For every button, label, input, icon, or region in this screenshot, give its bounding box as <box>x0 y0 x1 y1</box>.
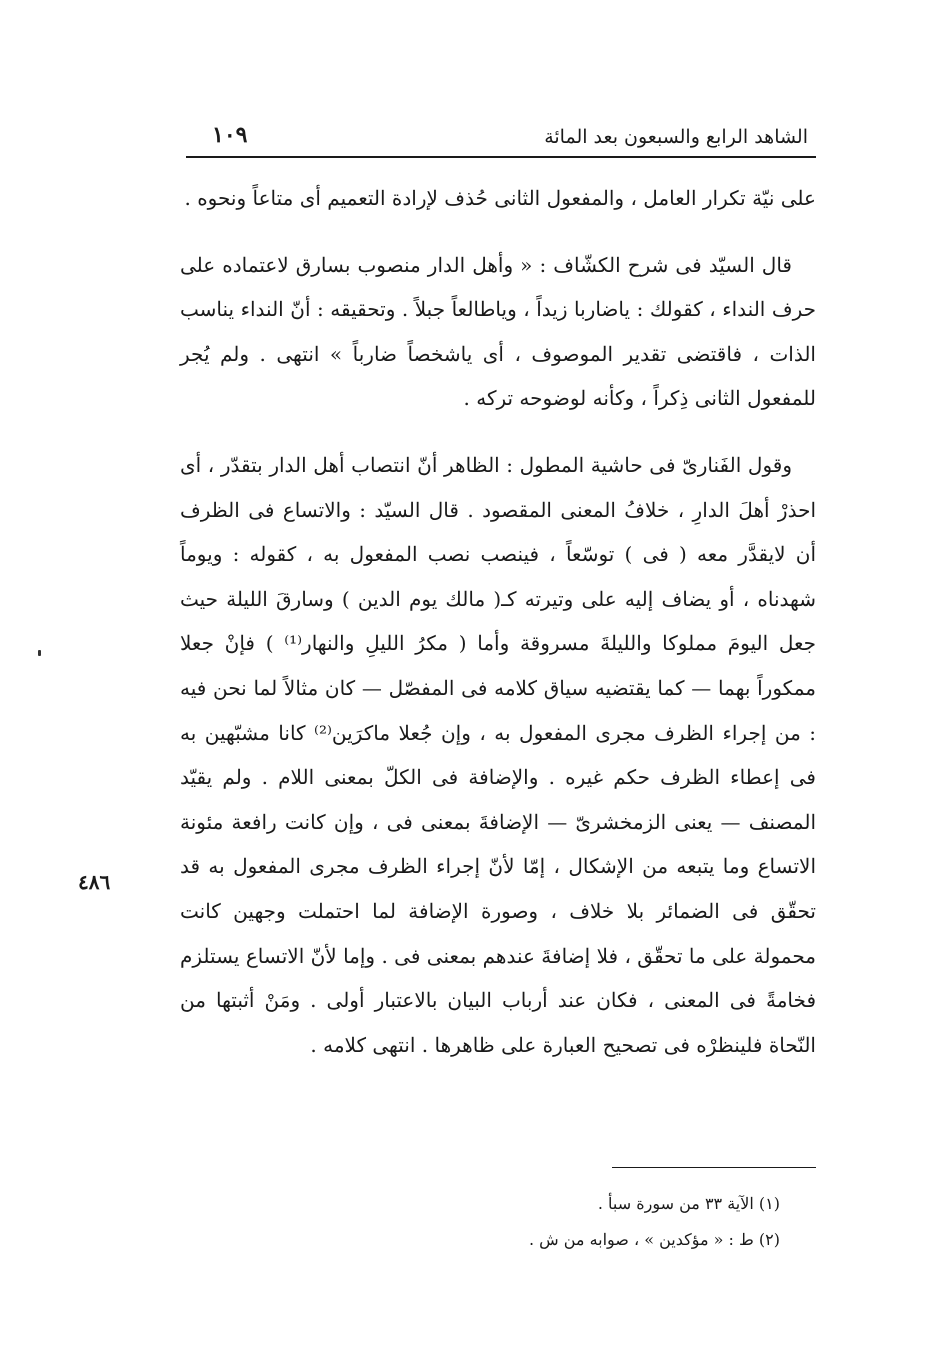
footnote-1: (١) الآية ٣٣ من سورة سبأ . <box>597 1194 780 1213</box>
page-header <box>186 118 816 158</box>
header-rule <box>186 156 816 158</box>
paragraph-3: وقول الفَنارىّ فى حاشية المطول : الظاهر أنّ انتصاب أهل الدار بتقدّر ، أى احذرْ أهلَ الدارِ ، خلافُ المعنى المقصود . قال السيّد : والاتساع فى الظرف أن لايقدَّر معه ( فى ) توسّعاً ، فينصب نصب المفعول به ، كقوله : ويوماً شهدناه ، أو يضاف إليه على وتيرته كـ( مالك يوم الدين ) وسارقَ الليلة حيث جعل اليومَ مملوكا والليلةَ مسروقة وأما ( مكرُ الليلِ والنهار⁽¹⁾ ) فإنْ جعلا ممكوراً بهما — كما يقتضيه سياق كلامه فى المفصّل — كان مثالاً لما نحن فيه : من إجراء الظرف مجرى المفعول به ، وإن جُعلا ماكرَين⁽²⁾ كانا مشبّهين به فى إعطاء الظرف حكم غيره . والإضافة فى الكلّ بمعنى اللام . ولم يقيّد المصنف — يعنى الزمخشرىّ — الإضافةَ بمعنى فى ، وإن كانت رافعة مئونة الاتساع وما يتبعه من الإشكال ، إمّا لأنّ إجراء الظرف مجرى المفعول به قد تحقّق فى الضمائر بلا خلاف ، وصورة الإضافة لما احتملت وجهين كانت محمولة على ما تحقّق ، فلا إضافةَ عندهم بمعنى فى . وإما لأنّ الاتساع يستلزم فخامةً فى المعنى ، فكان عند أرباب البيان بالاعتبار أولى . ومَنْ أثبتها من النّحاة فلينظرْه فى تصحيح العبارة على ظاهرها . انتهى كلامه . <box>180 452 816 1057</box>
paragraph-1: على نيّة تكرار العامل ، والمفعول الثانى حُذف لإرادة التعميم أى متاعاً ونحوه . <box>184 186 816 210</box>
footnote-2: (٢) ط : « مؤكدين » ، صوابه من ش . <box>528 1230 780 1249</box>
stray-mark <box>38 650 41 656</box>
footnotes <box>380 1186 780 1258</box>
page-number: ١٠٩ <box>212 122 248 148</box>
paragraph-2: قال السيّد فى شرح الكشّاف : « وأهل الدار منصوب بسارق لاعتماده على حرف النداء ، كقولك : ياضاربا زيداً ، وياطالعاً جبلاً . وتحقيقه : أنّ النداء يناسب الذات ، فاقتضى تقدير الموصوف ، أى ياشخصاً ضارباً » انتهى . ولم يُجر للمفعول الثانى ذِكراً ، وكأنه لوضوحه تركه . <box>180 252 816 411</box>
running-head: الشاهد الرابع والسبعون بعد المائة <box>544 126 808 148</box>
margin-number: ٤٨٦ <box>78 870 111 894</box>
body-text <box>180 176 816 1067</box>
footnote-rule <box>612 1167 816 1168</box>
